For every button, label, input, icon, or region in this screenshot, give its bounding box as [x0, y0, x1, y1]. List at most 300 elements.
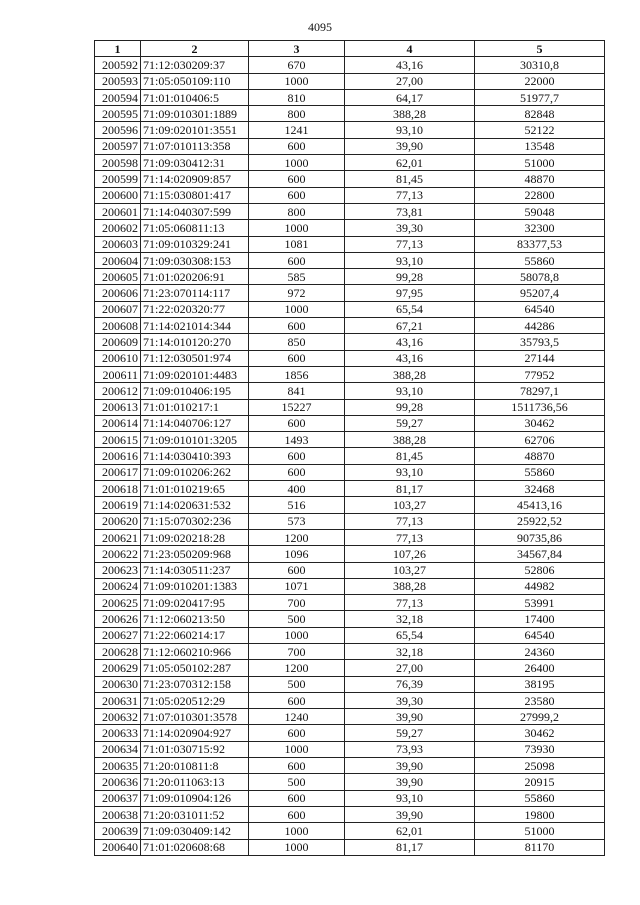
row-number-cell: 200613: [95, 399, 141, 415]
value-cell: 77952: [475, 366, 605, 382]
value-cell: 58078,8: [475, 269, 605, 285]
rate-cell: 93,10: [345, 383, 475, 399]
row-number-cell: 200636: [95, 774, 141, 790]
area-cell: 600: [249, 350, 345, 366]
row-number-cell: 200615: [95, 432, 141, 448]
value-cell: 22800: [475, 187, 605, 203]
rate-cell: 93,10: [345, 790, 475, 806]
table-row: [95, 432, 605, 448]
row-number-cell: 200624: [95, 578, 141, 594]
row-number-cell: 200626: [95, 611, 141, 627]
area-cell: 600: [249, 171, 345, 187]
cadastral-number-cell: 71:09:010101:3205: [141, 432, 249, 448]
table-row: [95, 187, 605, 203]
table-row: [95, 611, 605, 627]
cadastral-number-cell: 71:23:070312:158: [141, 676, 249, 692]
table-row: [95, 481, 605, 497]
row-number-cell: 200608: [95, 318, 141, 334]
area-cell: 573: [249, 513, 345, 529]
area-cell: 700: [249, 595, 345, 611]
rate-cell: 99,28: [345, 399, 475, 415]
table-row: [95, 366, 605, 382]
area-cell: 800: [249, 106, 345, 122]
cadastral-number-cell: 71:09:010201:1383: [141, 578, 249, 594]
value-cell: 32300: [475, 220, 605, 236]
table-row: [95, 269, 605, 285]
rate-cell: 97,95: [345, 285, 475, 301]
value-cell: 78297,1: [475, 383, 605, 399]
data-table: [94, 40, 605, 856]
area-cell: 1241: [249, 122, 345, 138]
row-number-cell: 200595: [95, 106, 141, 122]
rate-cell: 81,17: [345, 839, 475, 855]
rate-cell: 99,28: [345, 269, 475, 285]
value-cell: 22000: [475, 73, 605, 89]
rate-cell: 77,13: [345, 187, 475, 203]
cadastral-number-cell: 71:05:050102:287: [141, 660, 249, 676]
value-cell: 27999,2: [475, 709, 605, 725]
row-number-cell: 200618: [95, 481, 141, 497]
value-cell: 44286: [475, 318, 605, 334]
value-cell: 64540: [475, 301, 605, 317]
value-cell: 13548: [475, 138, 605, 154]
area-cell: 1200: [249, 529, 345, 545]
cadastral-number-cell: 71:09:030412:31: [141, 155, 249, 171]
area-cell: 1000: [249, 839, 345, 855]
row-number-cell: 200637: [95, 790, 141, 806]
row-number-cell: 200635: [95, 758, 141, 774]
cadastral-number-cell: 71:20:031011:52: [141, 806, 249, 822]
rate-cell: 59,27: [345, 415, 475, 431]
value-cell: 55860: [475, 252, 605, 268]
rate-cell: 77,13: [345, 236, 475, 252]
cadastral-number-cell: 71:20:011063:13: [141, 774, 249, 790]
value-cell: 59048: [475, 203, 605, 219]
cadastral-number-cell: 71:09:030308:153: [141, 252, 249, 268]
cadastral-number-cell: 71:01:010219:65: [141, 481, 249, 497]
value-cell: 95207,4: [475, 285, 605, 301]
cadastral-number-cell: 71:01:030715:92: [141, 741, 249, 757]
table-row: [95, 595, 605, 611]
area-cell: 500: [249, 676, 345, 692]
area-cell: 1000: [249, 627, 345, 643]
row-number-cell: 200634: [95, 741, 141, 757]
column-header-1: 1: [95, 41, 141, 57]
area-cell: 600: [249, 318, 345, 334]
row-number-cell: 200605: [95, 269, 141, 285]
value-cell: 30462: [475, 415, 605, 431]
table-row: [95, 57, 605, 73]
row-number-cell: 200614: [95, 415, 141, 431]
cadastral-number-cell: 71:12:060213:50: [141, 611, 249, 627]
value-cell: 81170: [475, 839, 605, 855]
rate-cell: 65,54: [345, 627, 475, 643]
table-row: [95, 106, 605, 122]
value-cell: 55860: [475, 790, 605, 806]
value-cell: 25098: [475, 758, 605, 774]
cadastral-number-cell: 71:14:020631:532: [141, 497, 249, 513]
cadastral-number-cell: 71:14:020909:857: [141, 171, 249, 187]
row-number-cell: 200602: [95, 220, 141, 236]
rate-cell: 39,30: [345, 692, 475, 708]
cadastral-number-cell: 71:23:070114:117: [141, 285, 249, 301]
area-cell: 1071: [249, 578, 345, 594]
value-cell: 44982: [475, 578, 605, 594]
table-row: [95, 122, 605, 138]
table-row: [95, 383, 605, 399]
area-cell: 850: [249, 334, 345, 350]
rate-cell: 43,16: [345, 57, 475, 73]
cadastral-number-cell: 71:20:010811:8: [141, 758, 249, 774]
value-cell: 30462: [475, 725, 605, 741]
table-row: [95, 203, 605, 219]
value-cell: 55860: [475, 464, 605, 480]
row-number-cell: 200629: [95, 660, 141, 676]
rate-cell: 43,16: [345, 350, 475, 366]
area-cell: 600: [249, 448, 345, 464]
table-body: [95, 57, 605, 856]
row-number-cell: 200616: [95, 448, 141, 464]
area-cell: 800: [249, 203, 345, 219]
cadastral-number-cell: 71:05:020512:29: [141, 692, 249, 708]
cadastral-number-cell: 71:14:021014:344: [141, 318, 249, 334]
area-cell: 1000: [249, 73, 345, 89]
table-row: [95, 529, 605, 545]
area-cell: 700: [249, 643, 345, 659]
area-cell: 1081: [249, 236, 345, 252]
cadastral-number-cell: 71:09:010301:1889: [141, 106, 249, 122]
table-row: [95, 415, 605, 431]
rate-cell: 77,13: [345, 513, 475, 529]
area-cell: 600: [249, 758, 345, 774]
table-row: [95, 627, 605, 643]
area-cell: 600: [249, 138, 345, 154]
table-row: [95, 171, 605, 187]
rate-cell: 77,13: [345, 595, 475, 611]
value-cell: 25922,52: [475, 513, 605, 529]
table-row: [95, 709, 605, 725]
row-number-cell: 200612: [95, 383, 141, 399]
table-row: [95, 155, 605, 171]
area-cell: 600: [249, 692, 345, 708]
rate-cell: 93,10: [345, 464, 475, 480]
table-row: [95, 399, 605, 415]
rate-cell: 388,28: [345, 432, 475, 448]
row-number-cell: 200639: [95, 823, 141, 839]
row-number-cell: 200627: [95, 627, 141, 643]
table-row: [95, 318, 605, 334]
table-row: [95, 138, 605, 154]
cadastral-number-cell: 71:01:020608:68: [141, 839, 249, 855]
column-header-2: 2: [141, 41, 249, 57]
value-cell: 19800: [475, 806, 605, 822]
area-cell: 500: [249, 774, 345, 790]
row-number-cell: 200617: [95, 464, 141, 480]
column-header-4: 4: [345, 41, 475, 57]
row-number-cell: 200622: [95, 546, 141, 562]
area-cell: 1000: [249, 220, 345, 236]
table-row: [95, 823, 605, 839]
table-row: [95, 464, 605, 480]
cadastral-number-cell: 71:14:040307:599: [141, 203, 249, 219]
value-cell: 38195: [475, 676, 605, 692]
table-row: [95, 562, 605, 578]
area-cell: 600: [249, 187, 345, 203]
table-row: [95, 774, 605, 790]
row-number-cell: 200628: [95, 643, 141, 659]
area-cell: 15227: [249, 399, 345, 415]
cadastral-number-cell: 71:12:060210:966: [141, 643, 249, 659]
row-number-cell: 200597: [95, 138, 141, 154]
rate-cell: 32,18: [345, 643, 475, 659]
rate-cell: 27,00: [345, 73, 475, 89]
row-number-cell: 200603: [95, 236, 141, 252]
row-number-cell: 200631: [95, 692, 141, 708]
rate-cell: 39,30: [345, 220, 475, 236]
row-number-cell: 200611: [95, 366, 141, 382]
table-row: [95, 806, 605, 822]
table-row: [95, 73, 605, 89]
row-number-cell: 200619: [95, 497, 141, 513]
table-row: [95, 89, 605, 105]
area-cell: 600: [249, 790, 345, 806]
column-header-3: 3: [249, 41, 345, 57]
area-cell: 600: [249, 252, 345, 268]
rate-cell: 388,28: [345, 366, 475, 382]
rate-cell: 62,01: [345, 823, 475, 839]
table-row: [95, 513, 605, 529]
value-cell: 34567,84: [475, 546, 605, 562]
value-cell: 32468: [475, 481, 605, 497]
rate-cell: 76,39: [345, 676, 475, 692]
cadastral-number-cell: 71:12:030501:974: [141, 350, 249, 366]
value-cell: 51977,7: [475, 89, 605, 105]
area-cell: 1856: [249, 366, 345, 382]
value-cell: 30310,8: [475, 57, 605, 73]
cadastral-number-cell: 71:09:020218:28: [141, 529, 249, 545]
area-cell: 500: [249, 611, 345, 627]
area-cell: 1096: [249, 546, 345, 562]
cadastral-number-cell: 71:01:020206:91: [141, 269, 249, 285]
table-row: [95, 758, 605, 774]
cadastral-number-cell: 71:15:070302:236: [141, 513, 249, 529]
cadastral-number-cell: 71:09:030409:142: [141, 823, 249, 839]
table-row: [95, 692, 605, 708]
value-cell: 48870: [475, 448, 605, 464]
value-cell: 1511736,56: [475, 399, 605, 415]
cadastral-number-cell: 71:07:010113:358: [141, 138, 249, 154]
value-cell: 52806: [475, 562, 605, 578]
column-header-5: 5: [475, 41, 605, 57]
cadastral-number-cell: 71:09:010904:126: [141, 790, 249, 806]
area-cell: 1200: [249, 660, 345, 676]
value-cell: 62706: [475, 432, 605, 448]
cadastral-number-cell: 71:12:030209:37: [141, 57, 249, 73]
row-number-cell: 200609: [95, 334, 141, 350]
cadastral-number-cell: 71:09:010206:262: [141, 464, 249, 480]
value-cell: 48870: [475, 171, 605, 187]
rate-cell: 81,45: [345, 171, 475, 187]
table-row: [95, 741, 605, 757]
rate-cell: 39,90: [345, 758, 475, 774]
value-cell: 64540: [475, 627, 605, 643]
value-cell: 26400: [475, 660, 605, 676]
table-row: [95, 285, 605, 301]
area-cell: 1000: [249, 823, 345, 839]
row-number-cell: 200596: [95, 122, 141, 138]
cadastral-number-cell: 71:14:040706:127: [141, 415, 249, 431]
area-cell: 400: [249, 481, 345, 497]
row-number-cell: 200640: [95, 839, 141, 855]
table-row: [95, 790, 605, 806]
table-row: [95, 448, 605, 464]
rate-cell: 39,90: [345, 806, 475, 822]
rate-cell: 39,90: [345, 774, 475, 790]
rate-cell: 32,18: [345, 611, 475, 627]
row-number-cell: 200598: [95, 155, 141, 171]
value-cell: 83377,53: [475, 236, 605, 252]
value-cell: 51000: [475, 155, 605, 171]
value-cell: 82848: [475, 106, 605, 122]
value-cell: 27144: [475, 350, 605, 366]
table-row: [95, 725, 605, 741]
value-cell: 35793,5: [475, 334, 605, 350]
row-number-cell: 200625: [95, 595, 141, 611]
row-number-cell: 200633: [95, 725, 141, 741]
row-number-cell: 200638: [95, 806, 141, 822]
rate-cell: 73,93: [345, 741, 475, 757]
area-cell: 600: [249, 725, 345, 741]
value-cell: 23580: [475, 692, 605, 708]
table-row: [95, 839, 605, 855]
table-row: [95, 252, 605, 268]
value-cell: 90735,86: [475, 529, 605, 545]
rate-cell: 39,90: [345, 138, 475, 154]
value-cell: 73930: [475, 741, 605, 757]
cadastral-number-cell: 71:07:010301:3578: [141, 709, 249, 725]
rate-cell: 65,54: [345, 301, 475, 317]
page-number: 4095: [308, 20, 332, 34]
area-cell: 810: [249, 89, 345, 105]
rate-cell: 93,10: [345, 122, 475, 138]
cadastral-number-cell: 71:09:010406:195: [141, 383, 249, 399]
area-cell: 600: [249, 464, 345, 480]
area-cell: 600: [249, 806, 345, 822]
value-cell: 45413,16: [475, 497, 605, 513]
rate-cell: 67,21: [345, 318, 475, 334]
table-row: [95, 334, 605, 350]
row-number-cell: 200600: [95, 187, 141, 203]
cadastral-number-cell: 71:01:010217:1: [141, 399, 249, 415]
rate-cell: 62,01: [345, 155, 475, 171]
value-cell: 52122: [475, 122, 605, 138]
cadastral-number-cell: 71:01:010406:5: [141, 89, 249, 105]
row-number-cell: 200606: [95, 285, 141, 301]
value-cell: 17400: [475, 611, 605, 627]
table-row: [95, 497, 605, 513]
row-number-cell: 200601: [95, 203, 141, 219]
row-number-cell: 200594: [95, 89, 141, 105]
table-row: [95, 220, 605, 236]
table-row: [95, 676, 605, 692]
rate-cell: 77,13: [345, 529, 475, 545]
area-cell: 600: [249, 562, 345, 578]
area-cell: 1000: [249, 741, 345, 757]
value-cell: 24360: [475, 643, 605, 659]
area-cell: 1000: [249, 155, 345, 171]
rate-cell: 107,26: [345, 546, 475, 562]
cadastral-number-cell: 71:05:050109:110: [141, 73, 249, 89]
cadastral-number-cell: 71:14:030410:393: [141, 448, 249, 464]
table-row: [95, 301, 605, 317]
row-number-cell: 200604: [95, 252, 141, 268]
cadastral-number-cell: 71:22:060214:17: [141, 627, 249, 643]
cadastral-number-cell: 71:23:050209:968: [141, 546, 249, 562]
table-row: [95, 578, 605, 594]
cadastral-number-cell: 71:14:010120:270: [141, 334, 249, 350]
rate-cell: 103,27: [345, 497, 475, 513]
rate-cell: 27,00: [345, 660, 475, 676]
rate-cell: 388,28: [345, 578, 475, 594]
table-row: [95, 236, 605, 252]
rate-cell: 73,81: [345, 203, 475, 219]
rate-cell: 388,28: [345, 106, 475, 122]
area-cell: 585: [249, 269, 345, 285]
rate-cell: 43,16: [345, 334, 475, 350]
cadastral-number-cell: 71:09:020101:4483: [141, 366, 249, 382]
area-cell: 1000: [249, 301, 345, 317]
table-row: [95, 546, 605, 562]
row-number-cell: 200599: [95, 171, 141, 187]
table-row: [95, 660, 605, 676]
area-cell: 670: [249, 57, 345, 73]
cadastral-number-cell: 71:15:030801:417: [141, 187, 249, 203]
row-number-cell: 200607: [95, 301, 141, 317]
cadastral-number-cell: 71:09:010329:241: [141, 236, 249, 252]
rate-cell: 81,45: [345, 448, 475, 464]
area-cell: 1493: [249, 432, 345, 448]
rate-cell: 64,17: [345, 89, 475, 105]
cadastral-number-cell: 71:09:020101:3551: [141, 122, 249, 138]
value-cell: 20915: [475, 774, 605, 790]
rate-cell: 93,10: [345, 252, 475, 268]
rate-cell: 59,27: [345, 725, 475, 741]
table-header-row: [95, 41, 605, 57]
row-number-cell: 200623: [95, 562, 141, 578]
rate-cell: 103,27: [345, 562, 475, 578]
area-cell: 600: [249, 415, 345, 431]
row-number-cell: 200630: [95, 676, 141, 692]
row-number-cell: 200632: [95, 709, 141, 725]
cadastral-number-cell: 71:14:020904:927: [141, 725, 249, 741]
cadastral-number-cell: 71:09:020417:95: [141, 595, 249, 611]
rate-cell: 81,17: [345, 481, 475, 497]
cadastral-number-cell: 71:05:060811:13: [141, 220, 249, 236]
value-cell: 53991: [475, 595, 605, 611]
row-number-cell: 200592: [95, 57, 141, 73]
cadastral-number-cell: 71:22:020320:77: [141, 301, 249, 317]
row-number-cell: 200593: [95, 73, 141, 89]
table-row: [95, 350, 605, 366]
area-cell: 1240: [249, 709, 345, 725]
area-cell: 841: [249, 383, 345, 399]
row-number-cell: 200620: [95, 513, 141, 529]
row-number-cell: 200610: [95, 350, 141, 366]
area-cell: 516: [249, 497, 345, 513]
area-cell: 972: [249, 285, 345, 301]
table-row: [95, 643, 605, 659]
value-cell: 51000: [475, 823, 605, 839]
